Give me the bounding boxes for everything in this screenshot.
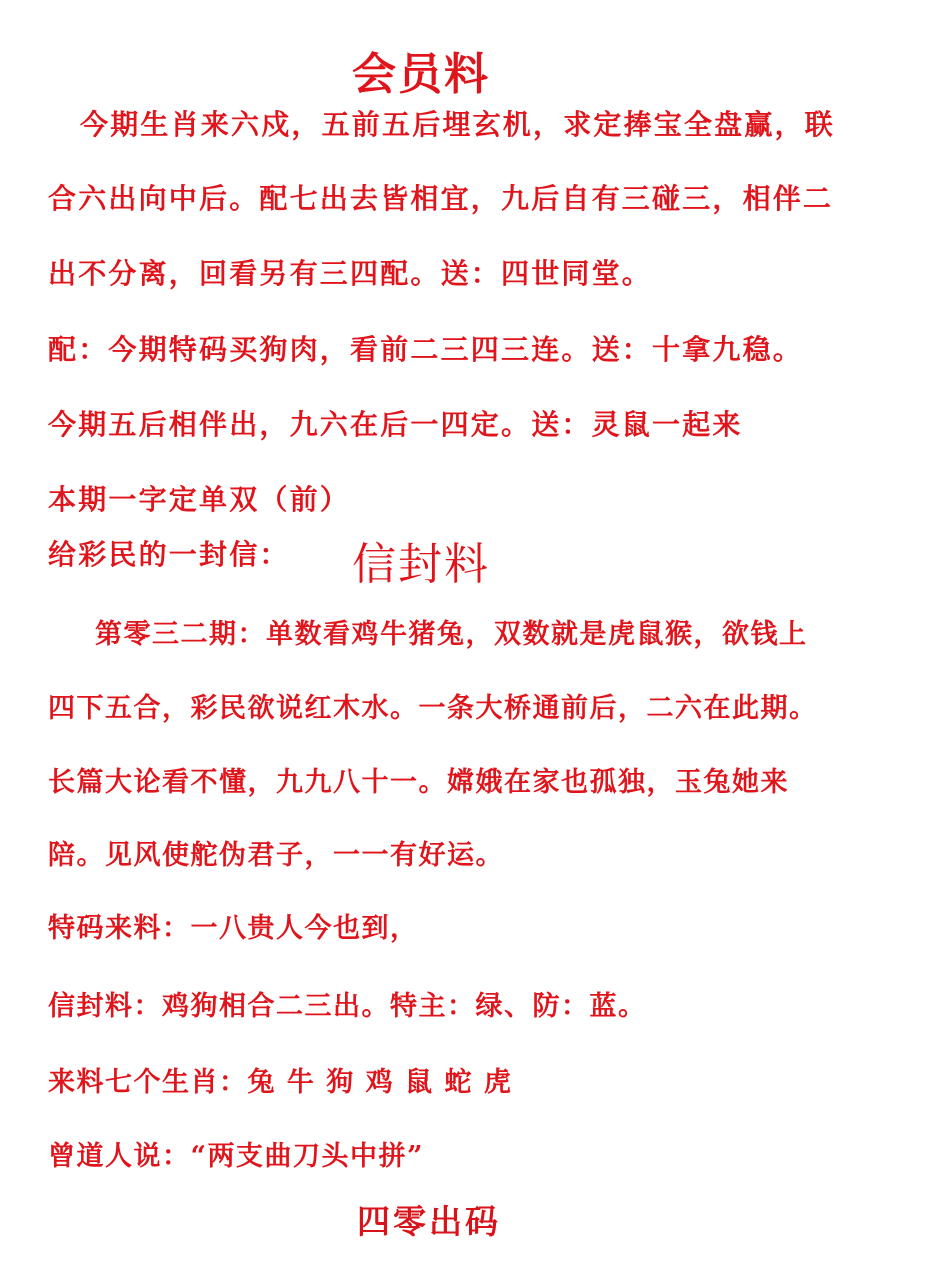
letter-line-2: 四下五合，彩民欲说红木水。一条大桥通前后，二六在此期。 [48,693,818,724]
result-title: 四零出码 [357,1202,501,1241]
page-title: 会员料 [352,49,490,100]
member-line-2: 合六出向中后。配七出去皆相宜，九后自有三碰三，相伴二 [48,182,834,215]
member-line-1: 今期生肖来六戍，五前五后埋玄机，求定捧宝全盘赢，联 [80,108,836,141]
letter-line-1: 第零三二期：单数看鸡牛猪兔，双数就是虎鼠猴，欲钱上 [95,619,808,650]
member-line-3: 出不分离，回看另有三四配。送：四世同堂。 [48,257,653,290]
note-zodiacs: 来料七个生肖：兔 牛 狗 鸡 鼠 蛇 虎 [48,1067,513,1098]
note-special-code: 特码来料：一八贵人今也到， [48,913,419,944]
note-quote: 曾道人说：“两支曲刀头中拼” [48,1141,425,1172]
member-line-5: 今期五后相伴出，九六在后一四定。送：灵鼠一起来 [48,408,743,441]
note-envelope: 信封料：鸡狗相合二三出。特主：绿、防：蓝。 [48,991,647,1022]
letter-line-3: 长篇大论看不懂，九九八十一。嫦娥在家也孤独，玉兔她来 [48,767,789,798]
member-line-6: 本期一字定单双（前） [48,483,351,516]
letter-intro: 给彩民的一封信： [48,538,290,571]
member-line-4: 配：今期特码买狗肉，看前二三四三连。送：十拿九稳。 [48,333,804,366]
envelope-title: 信封料 [352,539,490,590]
letter-line-4: 陪。见风使舵伪君子，一一有好运。 [48,840,504,871]
